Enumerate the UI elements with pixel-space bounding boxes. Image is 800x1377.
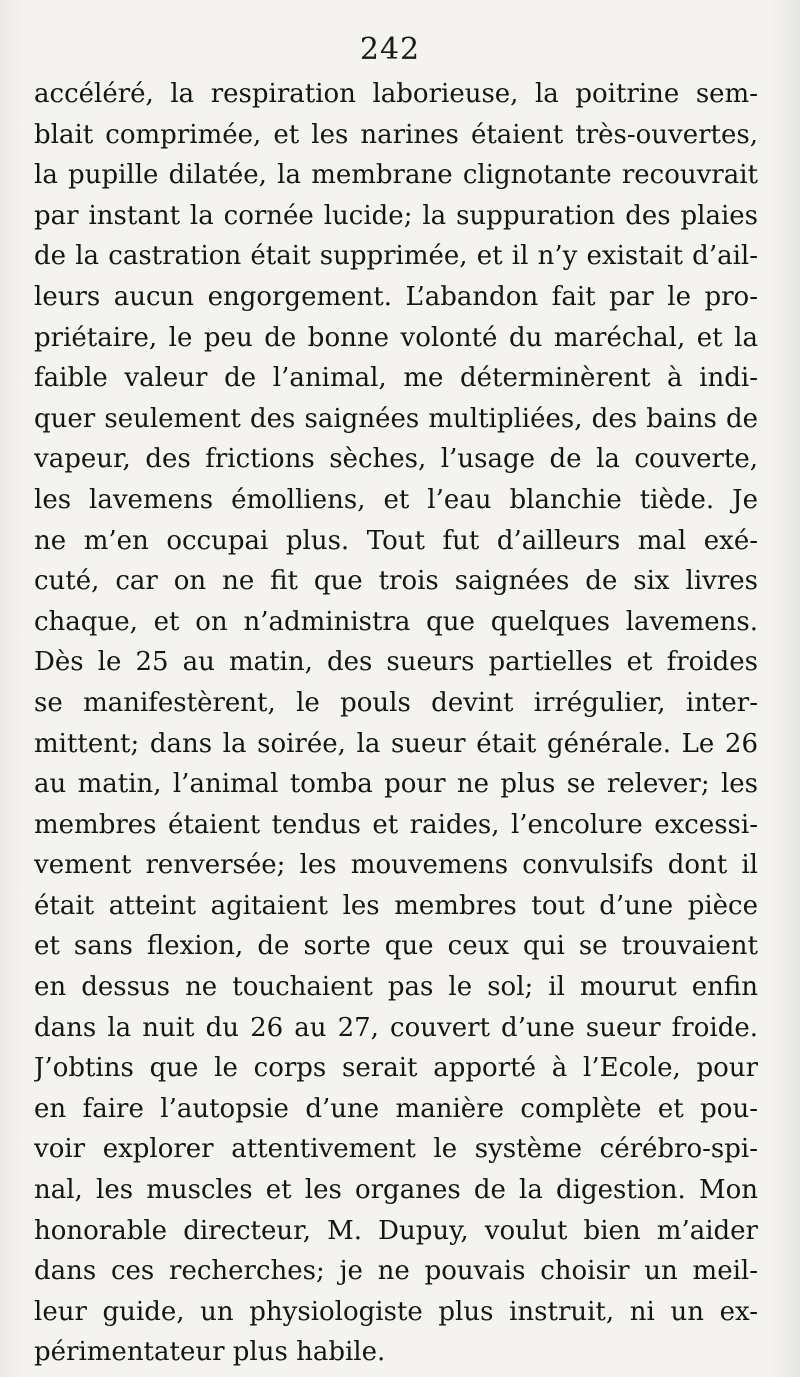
text-line: de la castration était supprimée, et il n’y existait d’ail- — [34, 241, 758, 272]
text-line: vapeur, des frictions sèches, l’usage de la couverte, — [34, 444, 758, 475]
text-line: se manifestèrent, le pouls devint irrégulier, inter- — [34, 687, 758, 718]
text-line: au matin, l’animal tomba pour ne plus se relever; les — [34, 769, 758, 800]
text-line: accéléré, la respiration laborieuse, la poitrine sem- — [34, 79, 758, 109]
text-line: ne m’en occupai plus. Tout fut d’ailleurs mal exé- — [34, 525, 758, 556]
text-line: les lavemens émolliens, et l’eau blanchie tiède. Je — [34, 484, 758, 515]
text-line: dans la nuit du 26 au 27, couvert d’une sueur froide. — [34, 1012, 758, 1043]
text-line: par instant la cornée lucide; la suppuration des plaies — [34, 200, 758, 231]
text-line: J’obtins que le corps serait apporté à l’Ecole, pour — [34, 1053, 758, 1084]
text-line: chaque, et on n’administra que quelques lavemens. — [34, 606, 758, 637]
text-line: cuté, car on ne fit que trois saignées de six livres — [34, 566, 758, 597]
text-line-last: périmentateur plus habile. — [34, 1337, 386, 1368]
text-line: vement renversée; les mouvemens convulsifs dont il — [34, 850, 758, 881]
text-line: faible valeur de l’animal, me déterminèrent à indi- — [34, 363, 758, 394]
text-line: blait comprimée, et les narines étaient très-ouvertes, — [34, 119, 758, 150]
text-line: dans ces recherches; je ne pouvais choisir un meil- — [34, 1256, 758, 1287]
text-line: était atteint agitaient les membres tout d’une pièce — [34, 890, 758, 921]
body-text — [34, 74, 758, 1373]
text-line: en faire l’autopsie d’une manière complète et pou- — [34, 1093, 758, 1124]
text-line: leur guide, un physiologiste plus instruit, ni un ex- — [34, 1296, 758, 1327]
text-line: membres étaient tendus et raides, l’encolure excessi- — [34, 809, 758, 840]
text-line: la pupille dilatée, la membrane clignotante recouvrait — [34, 160, 758, 191]
text-line: quer seulement des saignées multipliées, des bains de — [34, 403, 758, 434]
text-line: et sans flexion, de sorte que ceux qui se trouvaient — [34, 931, 758, 962]
page-number: 242 — [359, 32, 421, 67]
text-line: honorable directeur, M. Dupuy, voulut bien m’aider — [34, 1215, 758, 1246]
text-line: nal, les muscles et les organes de la digestion. Mon — [34, 1175, 758, 1206]
text-line: voir explorer attentivement le système cérébro-spi- — [34, 1134, 758, 1165]
text-line: en dessus ne touchaient pas le sol; il mourut enfin — [34, 972, 758, 1003]
text-line: mittent; dans la soirée, la sueur était générale. Le 26 — [34, 728, 758, 759]
text-line: priétaire, le peu de bonne volonté du maréchal, et la — [34, 322, 758, 353]
text-line: leurs aucun engorgement. L’abandon fait par le pro- — [34, 281, 758, 312]
text-line: Dès le 25 au matin, des sueurs partielles et froides — [34, 647, 758, 678]
